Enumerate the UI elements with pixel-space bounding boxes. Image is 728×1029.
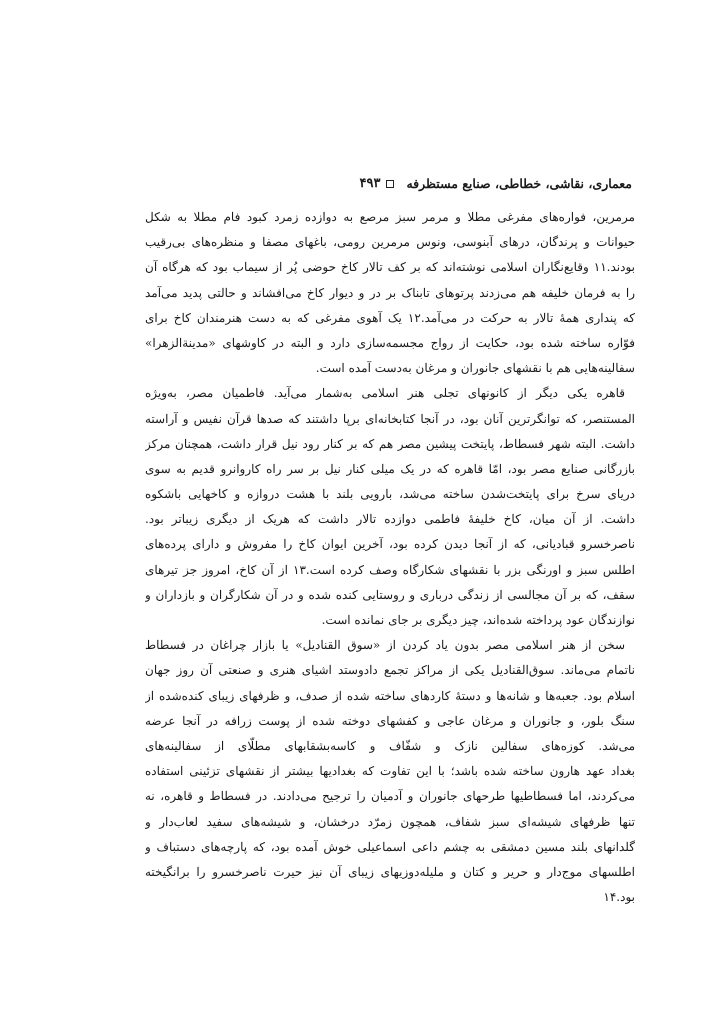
text-line: داشت. البته شهر فسطاط، پایتخت پیشین مصر هم که بر کنار رود نیل قرار داشت، همچنان مرکز	[145, 436, 635, 451]
text-line: ناصرخسرو قبادیانی، که از آنجا دیدن کرده بود، آخرین ایوان کاخ را مفروش و دارای پرده‌های	[145, 537, 635, 552]
text-line: سفالینه‌هایی هم با نقشهای جانوران و مرغان به‌دست آمده است.	[315, 361, 635, 376]
text-line: بود.۱۴	[603, 890, 635, 905]
text-line: اطلس سبز و اورنگی بزر با نقشهای شکارگاه وصف کرده است.۱۳ از آن کاخ، امروز جز تیرهای	[145, 562, 635, 577]
header-title: معماری، نقاشی، خطاطی، صنایع مستظرفه	[406, 176, 632, 191]
body-text	[145, 205, 635, 910]
text-line: دریای سرخ برای پایتخت‌شدن ساخته می‌شد، بارویی بلند با هشت دروازه و کاخهایی باشکوه	[145, 487, 635, 502]
text-line: داشت. از آن میان، کاخ خلیفهٔ فاطمی دوازده تالار داشت که هریک از دیگری زیباتر بود.	[145, 512, 635, 527]
square-separator-icon	[386, 180, 394, 188]
text-line: گلدانهای بلند مسین دمشقی به چشم داعی اسماعیلی خوش آمده بود، که پارچه‌های دستباف و	[145, 839, 635, 854]
page-number: ۴۹۳	[359, 176, 381, 191]
text-line: نوازندگان عود پرداخته شده‌اند، چیز دیگری بر جای نمانده است.	[321, 613, 635, 627]
text-line: بودند.۱۱ وقایع‌نگاران اسلامی نوشته‌اند که بر کف تالار کاخ حوضی پُر از سیماب بود که هرگاه آن	[145, 260, 635, 275]
text-line: را به فرمان خلیفه هم می‌زدند پرتوهای تابناک بر در و دیوار کاخ می‌افشاند و حالتی پدید می‌آمد	[145, 285, 635, 300]
text-line: قاهره یکی دیگر از کانونهای تجلی هنر اسلامی به‌شمار می‌آید. فاطمیان مصر، به‌ویژه	[145, 386, 625, 401]
text-line: سخن از هنر اسلامی مصر بدون یاد کردن از «سوق القنادیل» یا بازار چراغان در فسطاط	[145, 638, 625, 653]
text-line: سقف، که بر آن مجالسی از زندگی درباری و روستایی کنده شده و در آن شکارگران و بازداران و	[145, 587, 635, 602]
text-line: فوّاره ساخته شده بود، حکایت از رواج مجسمه‌سازی دارد و البته در کاوشهای «مدینة‌الزهرا»	[145, 335, 635, 350]
text-line: سنگ بلور، و جانوران و مرغان عاجی و کفشهای دوخته شده از پوست زرافه در آنجا عرضه	[145, 713, 635, 728]
text-line: اسلام بود. جعبه‌ها و شانه‌ها و دستهٔ کاردهای ساخته شده از صدف، و ظرفهای زیبای کنده‌شده از	[145, 688, 635, 703]
text-line: المستنصر، که توانگرترین آنان بود، در آنجا کتابخانه‌ای برپا داشتند که صدها قرآن نفیس و آراسته	[145, 411, 635, 426]
text-line: می‌شد. کوزه‌های سفالین نازک و شفّاف و کاسه‌بشقابهای مطلّای از سفالینه‌های	[145, 738, 635, 753]
text-line: ناتمام می‌ماند. سوق‌القنادیل یکی از مراکز تجمع دادوستد اشیای هنری و صنعتی آن روز جهان	[145, 663, 635, 678]
text-line: بغداد عهد هارون ساخته شده باشد؛ با این تفاوت که بغدادیها بیشتر از نقشهای تزئینی استفاده	[145, 764, 635, 779]
text-line: می‌کردند، اما فسطاطیها طرحهای جانوران و آدمیان را ترجیح می‌دادند. در فسطاط و قاهره، نه	[145, 789, 635, 804]
running-header	[152, 176, 632, 191]
text-line: تنها ظرفهای شیشه‌ای سبز شفاف، همچون زمرّد درخشان، و شیشه‌های سفید لعاب‌دار و	[145, 814, 635, 829]
text-line: بازرگانی صنایع مصر بود، امّا قاهره که در یک میلی کنار نیل بر سر راه کاروانرو قدیم به سوی	[145, 461, 635, 476]
text-line: که پنداری همهٔ تالار به حرکت در می‌آمد.۱۲ یک آهوی مفرغی که به دست هنرمندان کاخ برای	[145, 310, 635, 325]
text-line: اطلسهای موج‌دار و حریر و کتان و ملیله‌دوزیهای زیبای آن نیز حیرت ناصرخسرو را برانگیخته	[145, 864, 635, 879]
text-line: حیوانات و پرندگان، درهای آبنوسی، ونوس مرمرین رومی، باغهای مصفا و منظره‌های بی‌رقیب	[145, 235, 635, 250]
text-line: مرمرین، فواره‌های مفرغی مطلا و مرمر سبز مرصع به دوازده زمرد کبود فام مطلا به شکل	[145, 210, 635, 224]
